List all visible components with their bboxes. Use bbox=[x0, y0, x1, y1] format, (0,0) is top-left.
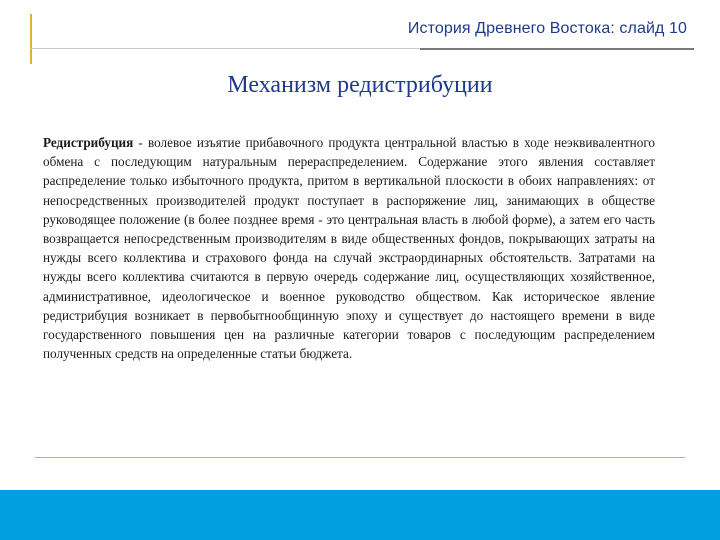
header-accent-line bbox=[30, 14, 32, 64]
term-bold: Редистрибуция bbox=[43, 135, 134, 150]
footer-divider bbox=[35, 457, 685, 458]
footer-bar bbox=[0, 490, 720, 540]
body-text: - волевое изъятие прибавочного продукта центральной властью в ходе неэквивалентного обмена с последующим натуральным перераспределением. Содержание этого явления составляет распределение только избыточного продукта, притом в вертикальной плоскости в обоих направлениях: от непосредственных производителей продукт поступает в распоряжение лиц, занимающих в обществе руководящее положение (в более позднее время - это центральная власть в любой форме), а затем его часть возвращается непосредственным производителям в виде общественных фондов, покрывающих затраты на нужды всего коллектива и страхового фонда на случай экстраординарных обстоятельств. Затратами на нужды всего коллектива считаются в первую очередь содержание лиц, осуществляющих хозяйственное, административное, идеологическое и военное руководство обществом. Как историческое явление редистрибуция возникает в первобытнообщинную эпоху и существует до настоящего времени в виде государственного повышения цен на различные категории товаров с последующим распределением полученных средств на определенные статьи бюджета. bbox=[43, 135, 655, 362]
slide-title: Механизм редистрибуции bbox=[227, 72, 493, 98]
body-paragraph bbox=[43, 133, 655, 363]
header-title: История Древнего Востока: слайд 10 bbox=[407, 20, 687, 37]
header-divider-dark bbox=[420, 48, 694, 50]
